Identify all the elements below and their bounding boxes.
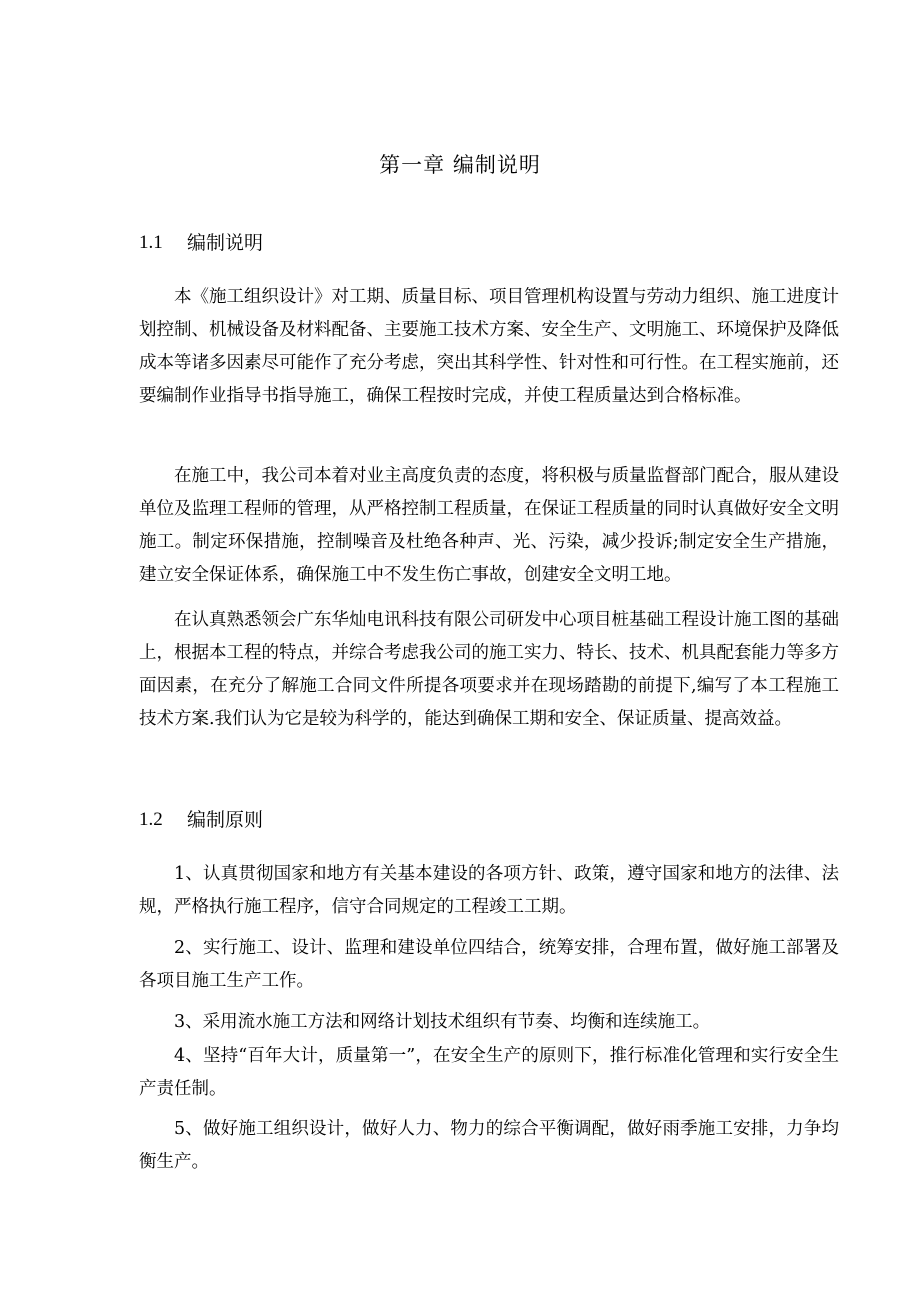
section-number: 1.2 — [139, 809, 163, 830]
paragraph: 本《施工组织设计》对工期、质量目标、项目管理机构设置与劳动力组织、施工进度计划控制、机械设备及材料配备、主要施工技术方案、安全生产、文明施工、环境保护及降低成本等诸多因素尽可能作了充分考虑，突出其科学性、针对性和可行性。在工程实施前，还要编制作业指导书指导施工，确保工程按时完成，并使工程质量达到合格标准。 — [139, 287, 839, 406]
section-title: 编制原则 — [187, 809, 264, 831]
section-heading-1-2 — [139, 805, 263, 835]
paragraph: 在认真熟悉领会广东华灿电讯科技有限公司研发中心项目桩基础工程设计施工图的基础上，根据本工程的特点，并综合考虑我公司的施工实力、特长、技术、机具配套能力等多方面因素，在充分了解施工合同文件所提各项要求并在现场踏勘的前提下,编写了本工程施工技术方案.我们认为它是较为科学的，能达到确保工期和安全、保证质量、提高效益。 — [139, 610, 839, 729]
principle-item: 5、做好施工组织设计，做好人力、物力的综合平衡调配，做好雨季施工安排，力争均衡生产。 — [139, 1119, 839, 1172]
principle-item: 4、坚持“百年大计，质量第一”，在安全生产的原则下，推行标准化管理和实行安全生产责任制。 — [139, 1046, 839, 1099]
section-number: 1.1 — [139, 232, 163, 253]
principle-item: 1、认真贯彻国家和地方有关基本建设的各项方针、政策，遵守国家和地方的法律、法规，严格执行施工程序，信守合同规定的工程竣工工期。 — [139, 864, 839, 917]
section-title: 编制说明 — [187, 232, 264, 254]
section-heading-1-1 — [139, 228, 263, 258]
principle-item: 2、实行施工、设计、监理和建设单位四结合，统筹安排，合理布置，做好施工部署及各项目施工生产工作。 — [139, 938, 839, 991]
paragraph: 在施工中，我公司本着对业主高度负责的态度，将积极与质量监督部门配合，服从建设单位及监理工程师的管理，从严格控制工程质量，在保证工程质量的同时认真做好安全文明施工。制定环保措施，控制噪音及杜绝各种声、光、污染，减少投诉;制定安全生产措施，建立安全保证体系，确保施工中不发生伤亡事故，创建安全文明工地。 — [139, 466, 839, 585]
chapter-title: 第一章 编制说明 — [379, 153, 541, 177]
principle-item: 3、采用流水施工方法和网络计划技术组织有节奏、均衡和连续施工。 — [174, 1012, 711, 1032]
